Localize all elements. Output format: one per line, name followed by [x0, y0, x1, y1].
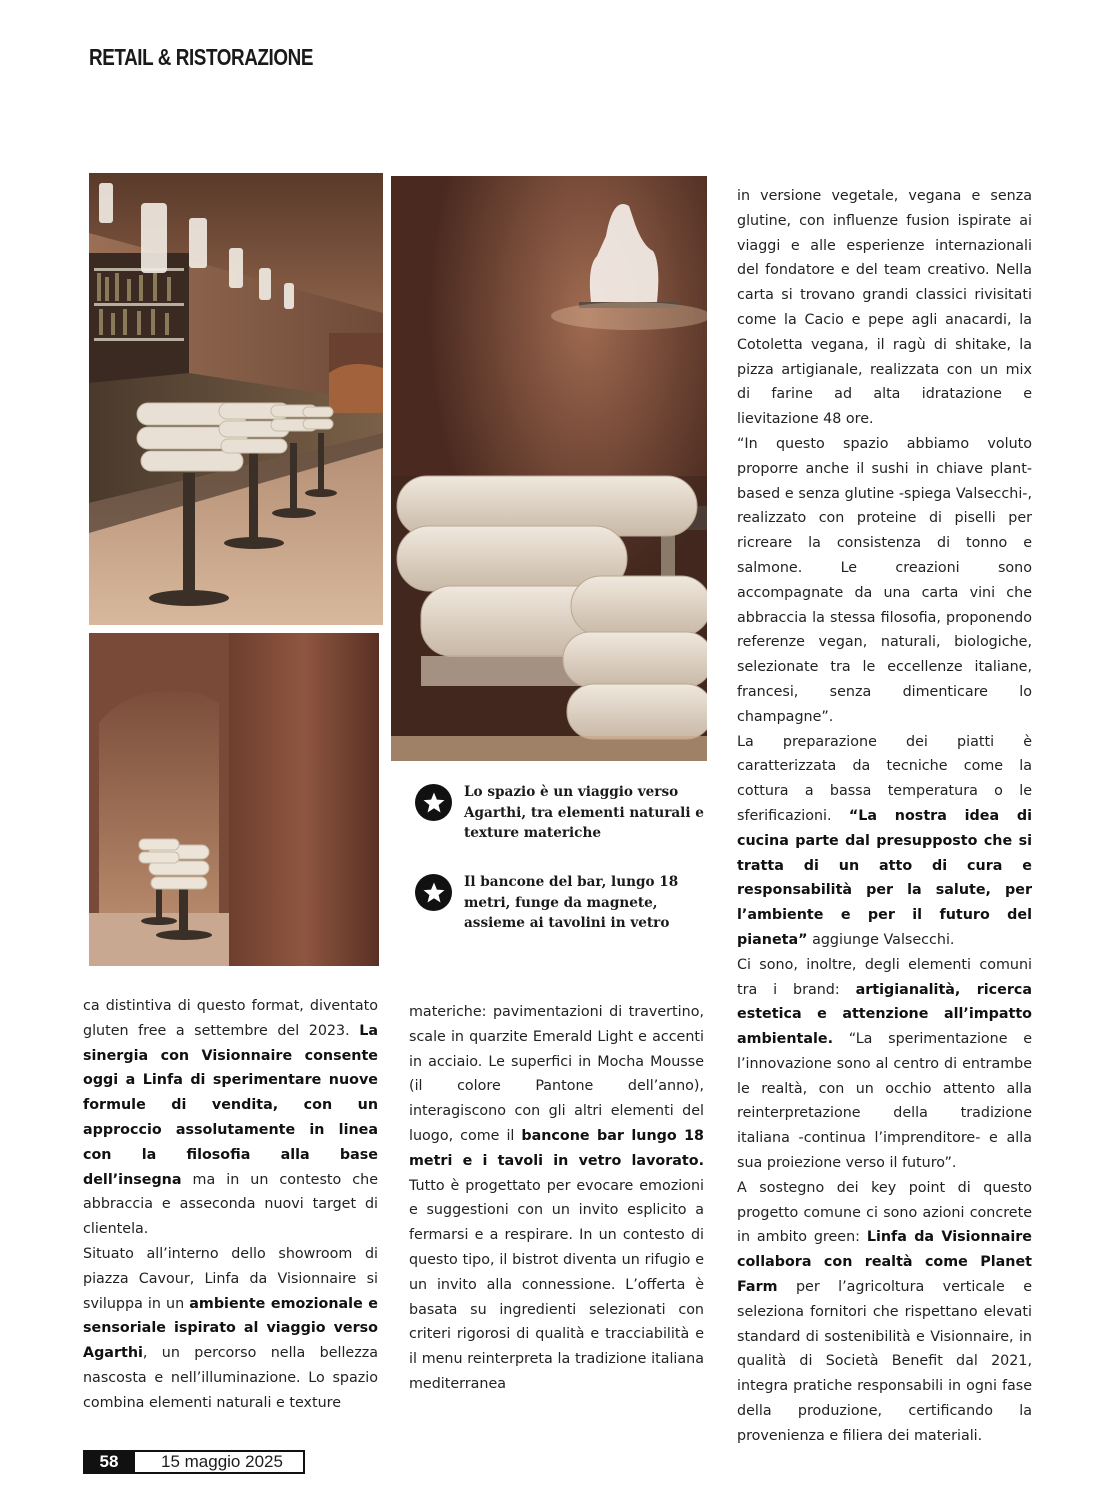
photo-caption: [415, 782, 715, 844]
column-stools-photo: [89, 633, 379, 966]
paragraph: Ci sono, inoltre, degli elementi comuni tra i brand: artigianalità, ricerca estetica e attenzione all’impatto ambientale. “La sperimentazione e l’innovazione sono al centro di entrambe le realtà, con un occhio attento alla reinterpretazione della tradizione italiana -continua l’imprenditore- e alla sua proiezione verso il futuro”.: [737, 956, 1032, 1172]
paragraph: Situato all’interno dello showroom di piazza Cavour, Linfa da Visionnaire si sviluppa in un ambiente emozionale e sensoriale ispirato al viaggio verso Agarthi, un percorso nella bellezza nascosta e nell’illuminazione. Lo spazio combina elementi naturali e texture: [83, 1245, 378, 1411]
paragraph: “In questo spazio abbiamo voluto proporre anche il sushi in chiave plant-based e senza glutine -spiega Valsecchi-, realizzato con proteine di piselli per ricreare la consistenza di tonno e salmone. Le creazioni sono accompagnate da una carta vini che abbraccia la stessa filosofia, proponendo referenze vegan, naturali, biologiche, selezionate tra le eccellenze italiane, francesi, senza dimenticare lo champagne”.: [737, 435, 1032, 725]
caption-text: Lo spazio è un viaggio verso Agarthi, tra elementi naturali e texture materiche: [464, 784, 704, 841]
photo-caption: [415, 872, 715, 934]
star-icon: [415, 784, 452, 821]
paragraph: La preparazione dei piatti è caratterizzata da tecniche come la cottura a bassa temperatura o le sferificazioni. “La nostra idea di cucina parte dal presupposto che si tratta di un atto di cura e responsabilità per la salute, per l’ambiente e per il futuro del pianeta” aggiunge Valsecchi.: [737, 733, 1032, 948]
page-footer: [83, 1450, 305, 1474]
section-title: RETAIL & RISTORAZIONE: [89, 44, 314, 70]
article-column-2: [409, 1000, 704, 1397]
issue-date: 15 maggio 2025: [135, 1450, 305, 1474]
paragraph: A sostegno dei key point di questo progetto comune ci sono azioni concrete in ambito green: Linfa da Visionnaire collabora con realtà come Planet Farm per l’agricoltura verticale e seleziona fornitori che rispettano elevati standard di sostenibilità e Visionnaire, in qualità di Società Benefit dal 2021, integra pratiche responsabili in ogni fase della produzione, certificando la provenienza e filiera dei materiali.: [737, 1179, 1032, 1444]
article-column-3: [737, 184, 1032, 1449]
paragraph: ca distintiva di questo format, diventato gluten free a settembre del 2023. La sinergia con Visionnaire consente oggi a Linfa di sperimentare nuove formule di vendita, con un approccio assolutamente in linea con la filosofia alla base dell’insegna ma in un contesto che abbraccia e asseconda nuovi target di clientela.: [83, 998, 378, 1238]
paragraph: in versione vegetale, vegana e senza glutine, con influenze fusion ispirate ai viaggi e alle esperienze internazionali del fondatore e del team creativo. Nella carta si trovano grandi classici rivisitati come la Cacio e pepe agli anacardi, la Cotoletta vegana, il ragù di shitake, la pizza artigianale, realizzata con un mix di farine ad alta idratazione e lievitazione 48 ore.: [737, 188, 1032, 428]
lounge-sofa-photo: [391, 176, 707, 761]
caption-text: Il bancone del bar, lungo 18 metri, funge da magnete, assieme ai tavolini in vetro: [464, 874, 679, 931]
bar-counter-photo: [89, 173, 383, 625]
paragraph: materiche: pavimentazioni di travertino, scale in quarzite Emerald Light e accenti in acciaio. Le superfici in Mocha Mousse (il colore Pantone dell’anno), interagiscono con gli altri elementi del luogo, come il bancone bar lungo 18 metri e i tavoli in vetro lavorato. Tutto è progettato per evocare emozioni e suggestioni con un invito esplicito a fermarsi e a respirare. In un contesto di questo tipo, il bistrot diventa un rifugio e un invito alla connessione. L’offerta è basata su ingredienti selezionati con criteri rigorosi di qualità e tracciabilità e il menu reinterpreta la tradizione italiana mediterranea: [409, 1004, 704, 1392]
article-column-1: [83, 994, 378, 1416]
page-number: 58: [83, 1450, 135, 1474]
star-icon: [415, 874, 452, 911]
